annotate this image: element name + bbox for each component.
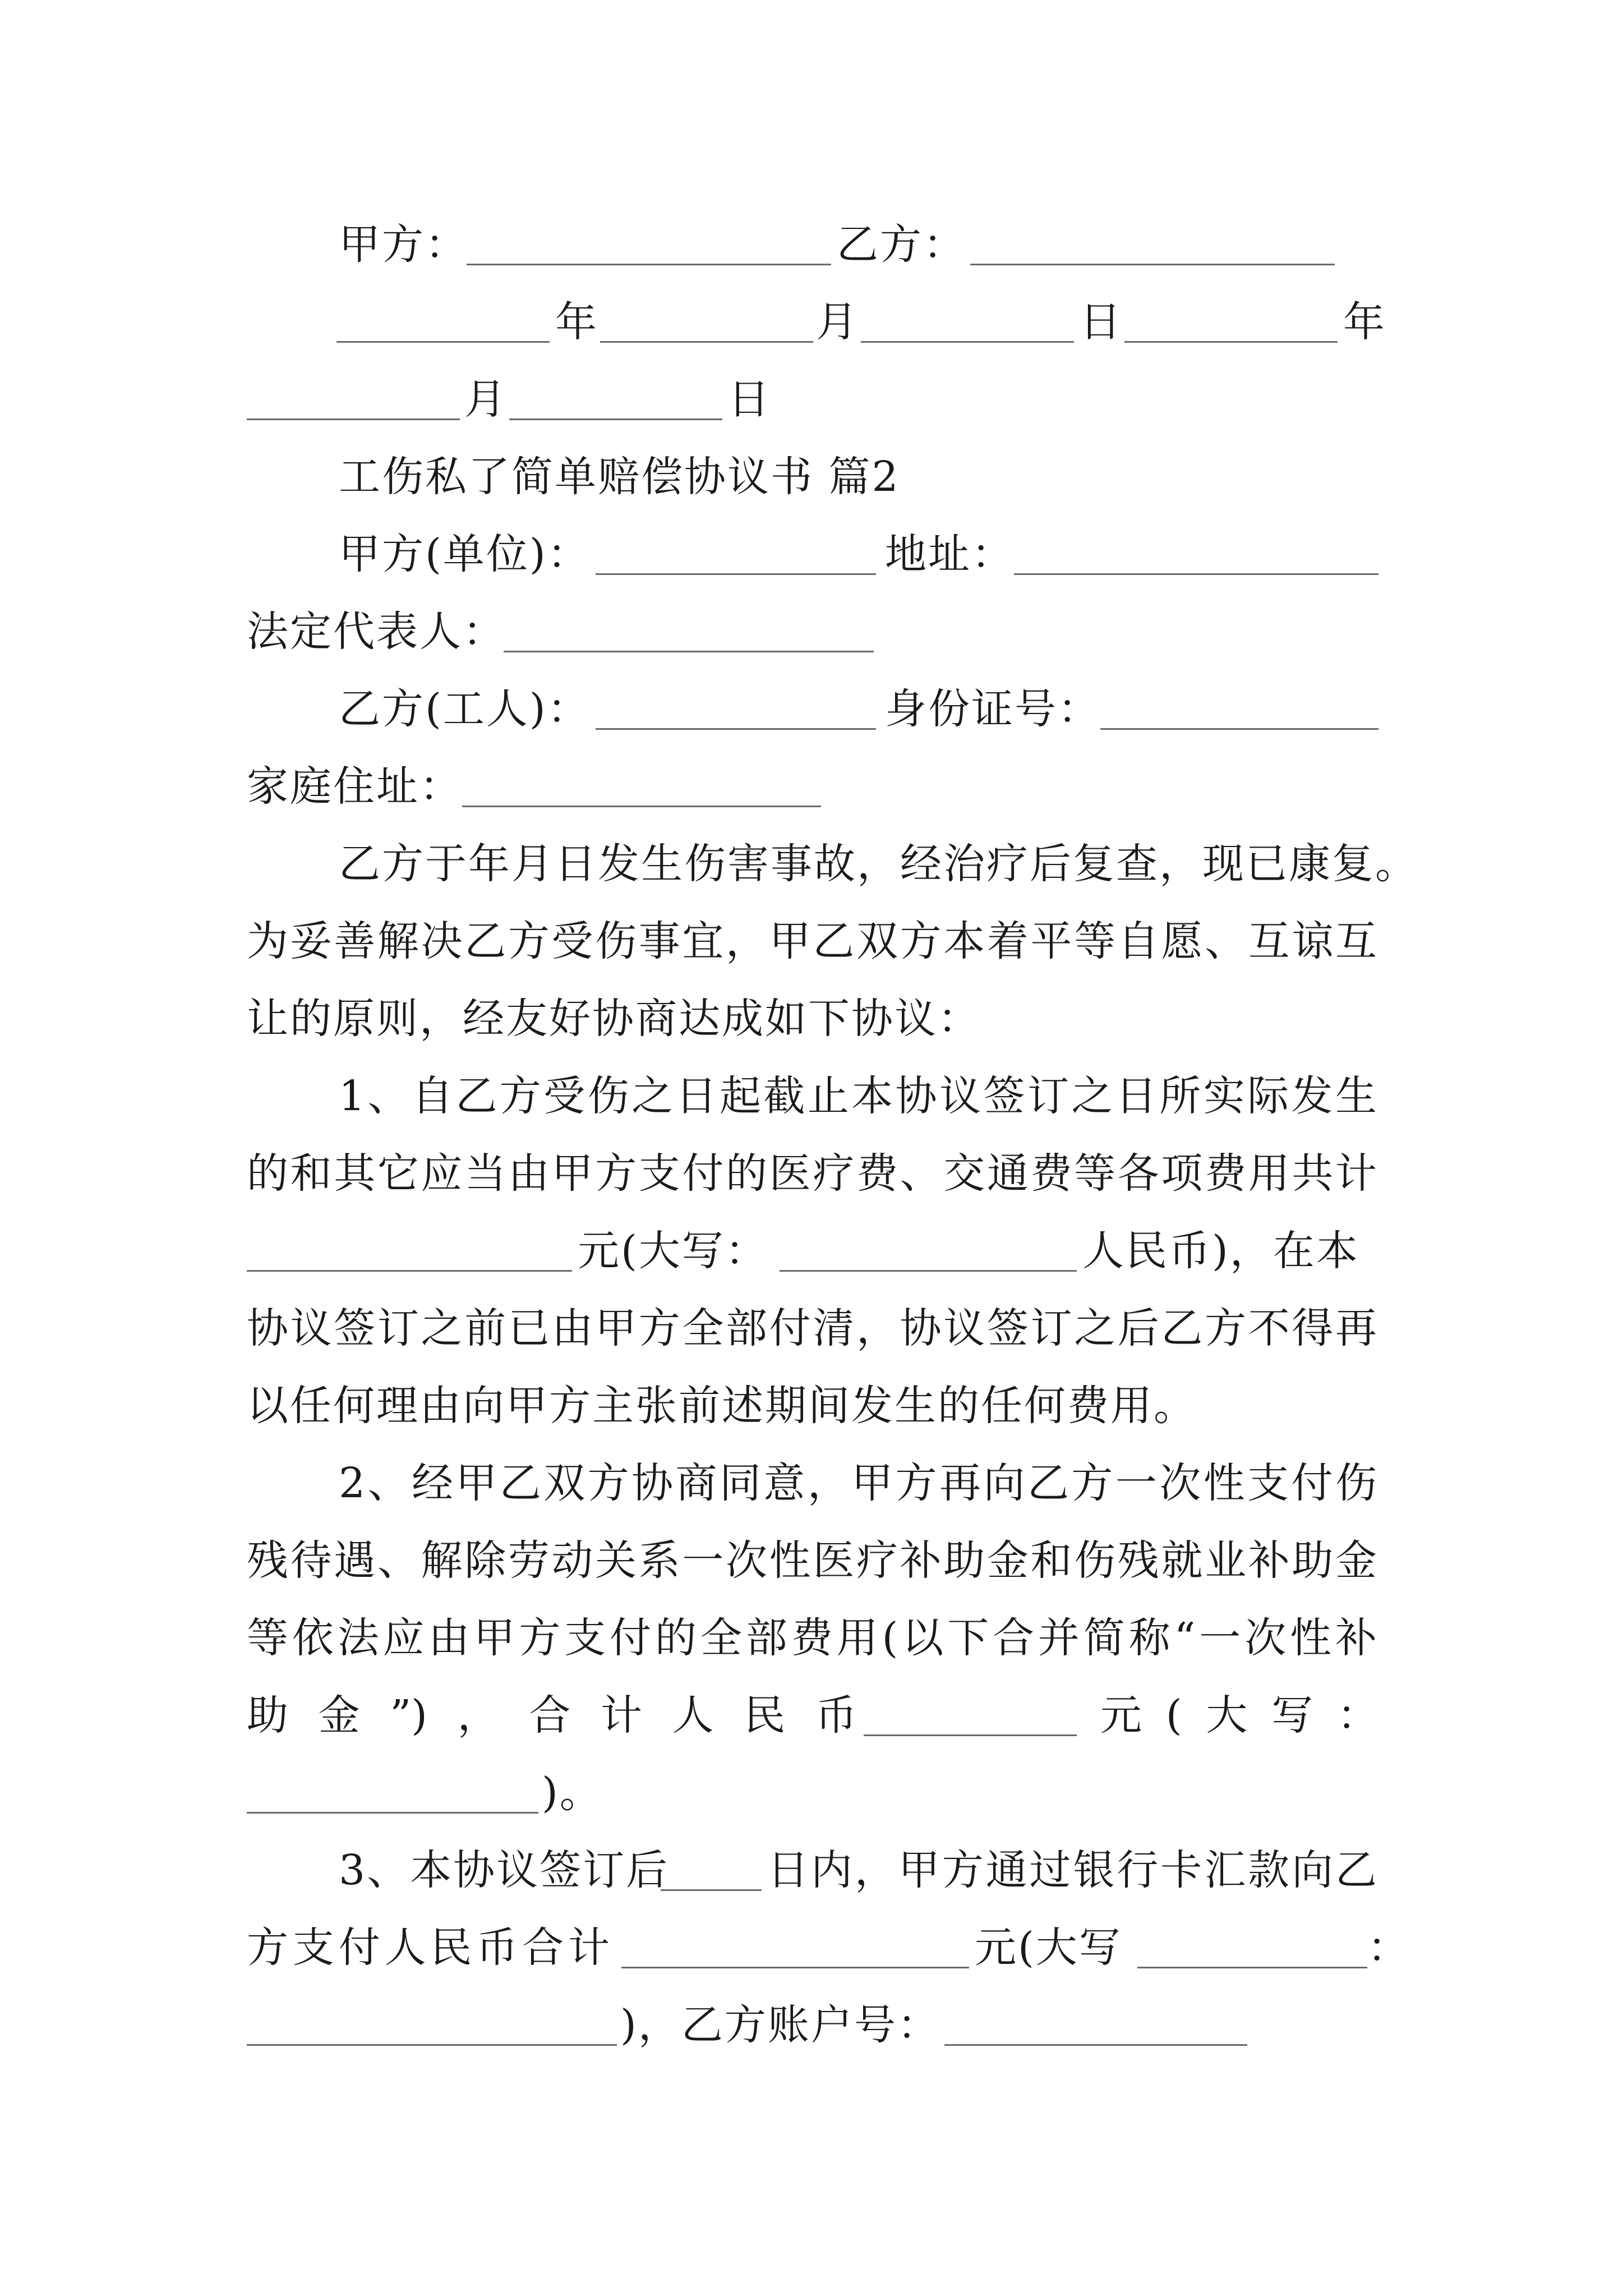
clause3-text-2a: 方支付人民币合计 [247, 1924, 611, 1972]
month-blank-2 [247, 418, 460, 420]
clause2-text-5: )。 [542, 1769, 603, 1817]
clause2-text-1: 2、经甲乙双方协商同意，甲方再向乙方一次性支付伤 [339, 1459, 1378, 1507]
clause2-amount-blank [864, 1734, 1077, 1736]
clause3-days-blank [661, 1889, 762, 1891]
party-a-line [0, 515, 1623, 593]
intro-line-1 [0, 825, 1623, 903]
clause1-text-4: 协议签订之前已由甲方全部付清，协议签订之后乙方不得再 [247, 1304, 1378, 1352]
clause1-text-5: 以任何理由向甲方主张前述期间发生的任何费用。 [247, 1382, 1197, 1430]
legal-rep-line [0, 592, 1623, 671]
section-heading: 工伤私了简单赔偿协议书 篇2 [339, 453, 900, 501]
id-number-label: 身份证号： [885, 685, 1101, 733]
party-b-sign-blank [970, 264, 1335, 265]
legal-rep-blank [504, 651, 874, 652]
clause2-text-3: 等依法应由甲方支付的全部费用(以下合并简称“一次性补 [247, 1614, 1378, 1662]
clause3-text-2b: 元(大写 [975, 1924, 1122, 1972]
clause1-line-1 [0, 1057, 1623, 1135]
party-a-unit-blank [596, 573, 876, 575]
clause3-uppercase-blank-a [1137, 1967, 1367, 1968]
party-b-worker-blank [596, 728, 876, 730]
clause3-amount-blank [621, 1967, 969, 1968]
day-label-2: 日 [728, 375, 771, 424]
clause3-line-1 [0, 1831, 1623, 1910]
clause2-text-4b: 元(大写： [1100, 1691, 1378, 1740]
home-address-label: 家庭住址： [247, 762, 463, 811]
intro-text-1: 乙方于年月日发生伤害事故，经治疗后复查，现已康复。 [339, 840, 1418, 888]
month-label: 月 [816, 298, 859, 346]
address-blank [1014, 573, 1378, 575]
year-label: 年 [555, 298, 598, 346]
date-line-2 [0, 360, 1623, 439]
year-label-2: 年 [1343, 298, 1386, 346]
day-blank-2 [509, 418, 722, 420]
clause1-uppercase-blank [780, 1270, 1077, 1272]
year-blank [336, 341, 550, 343]
clause3-account-blank [944, 2044, 1247, 2046]
legal-rep-label: 法定代表人： [247, 608, 506, 656]
address-label: 地址： [885, 530, 1015, 578]
party-b-worker-label: 乙方(工人)： [339, 685, 591, 733]
clause2-text-4a: 助金”)，合计人民币 [247, 1691, 857, 1740]
party-a-unit-label: 甲方(单位)： [339, 530, 591, 578]
clause2-line-1 [0, 1444, 1623, 1522]
intro-line-3 [0, 979, 1623, 1058]
home-address-blank [462, 806, 821, 807]
clause1-text-2: 的和其它应当由甲方支付的医疗费、交通费等各项费用共计 [247, 1149, 1378, 1198]
clause1-line-2 [0, 1134, 1623, 1213]
party-a-sign-blank [467, 264, 831, 265]
clause1-text-1: 1、自乙方受伤之日起截止本协议签订之日所实际发生 [339, 1072, 1378, 1120]
party-b-line [0, 670, 1623, 748]
party-a-sign-label: 甲方： [339, 220, 468, 269]
year-blank-2 [1124, 341, 1338, 343]
intro-text-2: 为妥善解决乙方受伤事宜，甲乙双方本着平等自愿、互谅互 [247, 917, 1378, 965]
intro-line-2 [0, 902, 1623, 981]
clause3-uppercase-blank-b [247, 2044, 617, 2046]
clause2-line-3 [0, 1599, 1623, 1677]
heading-line [0, 438, 1623, 516]
party-b-sign-label: 乙方： [837, 220, 966, 269]
clause1-rmb-in: 人民币)，在本 [1082, 1227, 1359, 1275]
clause3-line-3 [0, 1986, 1623, 2064]
day-blank [861, 341, 1074, 343]
clause3-text-3a: )，乙方账户号： [620, 2001, 940, 2049]
clause3-text-2c: ： [1367, 1924, 1410, 1972]
clause1-line-5 [0, 1366, 1623, 1445]
clause1-amount-blank [247, 1270, 572, 1272]
clause2-line-5 [0, 1754, 1623, 1832]
day-label: 日 [1080, 298, 1123, 346]
id-number-blank [1100, 728, 1378, 730]
clause1-amount-unit: 元(大写： [578, 1227, 768, 1275]
clause2-text-2: 残待遇、解除劳动关系一次性医疗补助金和伤残就业补助金 [247, 1536, 1378, 1585]
signature-line [0, 205, 1623, 284]
month-blank [600, 341, 813, 343]
date-line [0, 283, 1623, 361]
clause1-line-3 [0, 1212, 1623, 1290]
clause3-line-2 [0, 1908, 1623, 1987]
clause3-text-1b: 日内，甲方通过银行卡汇款向乙 [767, 1846, 1378, 1894]
clause2-line-2 [0, 1521, 1623, 1600]
home-address-line [0, 747, 1623, 826]
intro-text-3: 让的原则，经友好协商达成如下协议： [247, 995, 981, 1043]
clause2-line-4 [0, 1676, 1623, 1755]
clause2-uppercase-blank [247, 1812, 538, 1814]
clause3-text-1a: 3、本协议签订后 [339, 1846, 670, 1894]
clause1-line-4 [0, 1289, 1623, 1368]
month-label-2: 月 [464, 375, 508, 424]
